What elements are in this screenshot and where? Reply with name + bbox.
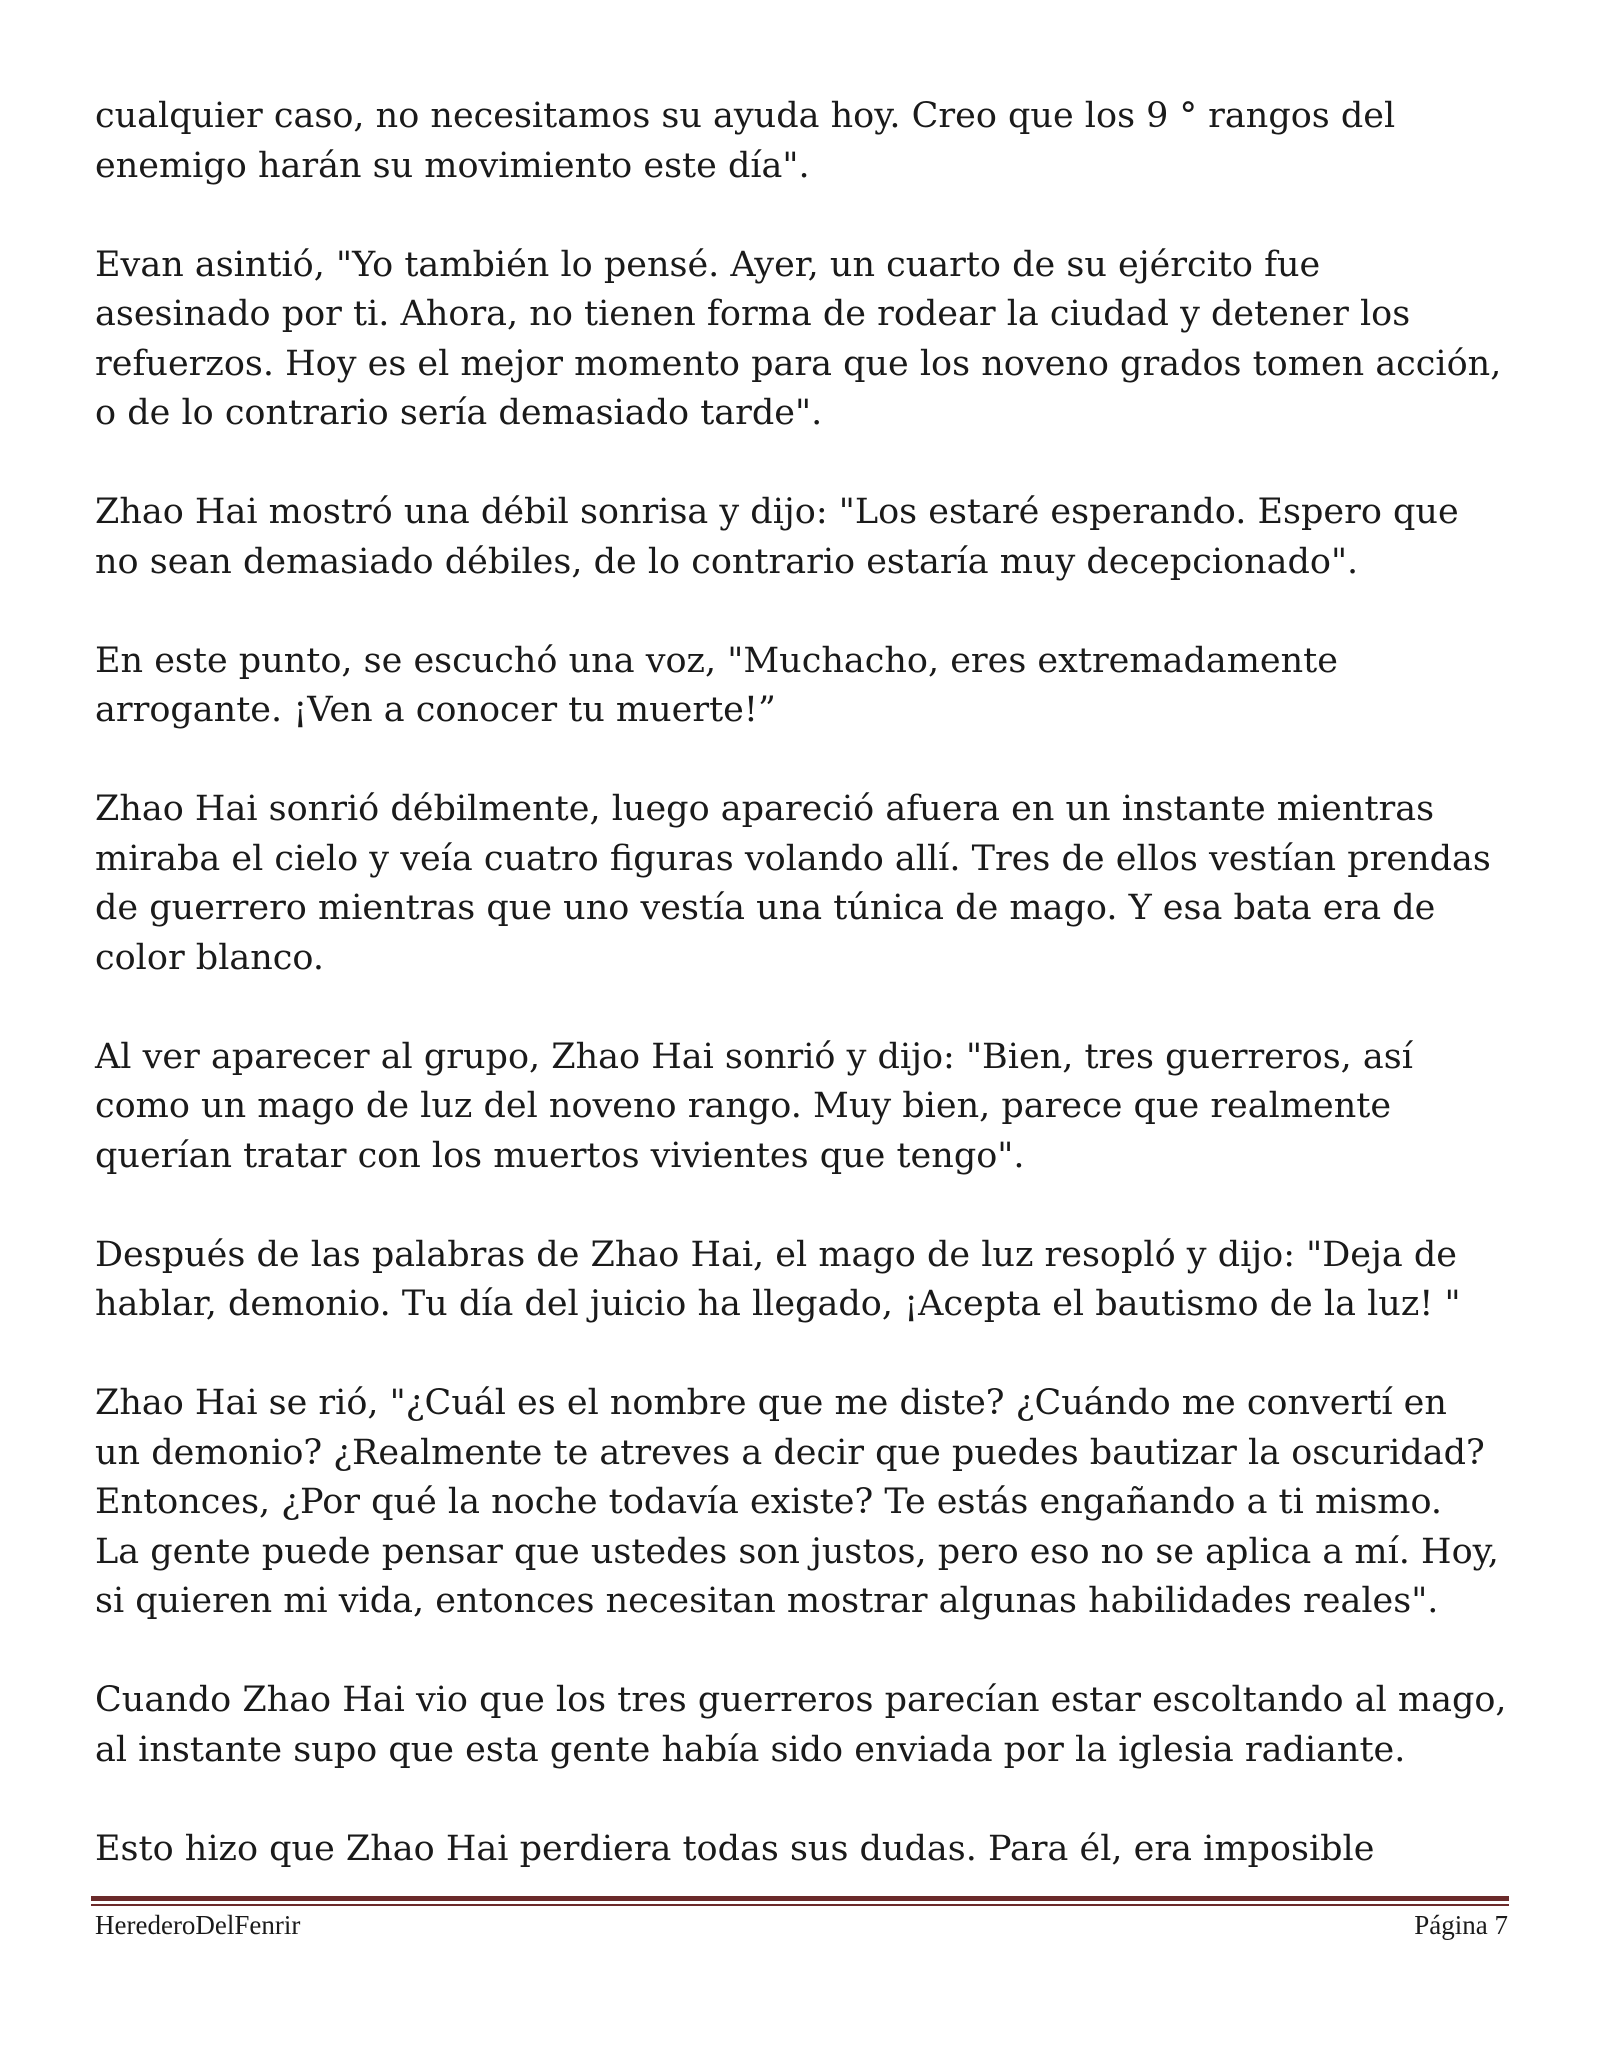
paragraph-7 <box>95 1231 1535 1330</box>
paragraph-4 <box>95 637 1535 736</box>
paragraph-3 <box>95 488 1535 587</box>
text-line: Después de las palabras de Zhao Hai, el mago de luz resopló y dijo: "Deja de <box>95 1234 1457 1275</box>
text-line: Al ver aparecer al grupo, Zhao Hai sonrió y dijo: "Bien, tres guerreros, así <box>95 1036 1413 1077</box>
text-line: como un mago de luz del noveno rango. Muy bien, parece que realmente <box>95 1086 1392 1126</box>
text-line: o de lo contrario sería demasiado tarde". <box>95 393 823 433</box>
paragraph-9 <box>95 1676 1535 1775</box>
text-line: un demonio? ¿Realmente te atreves a decir que puedes bautizar la oscuridad? <box>95 1432 1485 1473</box>
text-line: refuerzos. Hoy es el mejor momento para que los noveno grados tomen acción, <box>95 343 1502 384</box>
page-number: Página 7 <box>1414 1910 1508 1940</box>
paragraph-10 <box>95 1825 1535 1875</box>
text-line: de guerrero mientras que uno vestía una túnica de mago. Y esa bata era de <box>95 888 1436 928</box>
text-line: color blanco. <box>95 937 324 978</box>
text-line: Evan asintió, "Yo también lo pensé. Ayer, un cuarto de su ejército fue <box>95 244 1321 285</box>
text-line: hablar, demonio. Tu día del juicio ha llegado, ¡Acepta el bautismo de la luz! " <box>95 1284 1461 1324</box>
text-line: no sean demasiado débiles, de lo contrario estaría muy decepcionado". <box>95 541 1359 582</box>
text-line: En este punto, se escuchó una voz, "Muchacho, eres extremadamente <box>95 640 1338 681</box>
text-line: Entonces, ¿Por qué la noche todavía existe? Te estás engañando a ti mismo. <box>95 1482 1443 1522</box>
text-line: al instante supo que esta gente había sido enviada por la iglesia radiante. <box>95 1729 1406 1770</box>
body-text <box>95 92 1535 1924</box>
footer-rule-thin <box>91 1904 1509 1906</box>
text-line: enemigo harán su movimiento este día". <box>95 145 810 186</box>
text-line: Cuando Zhao Hai vio que los tres guerreros parecían estar escoltando al mago, <box>95 1680 1507 1720</box>
text-line: arrogante. ¡Ven a conocer tu muerte!” <box>95 690 776 730</box>
text-line: Zhao Hai mostró una débil sonrisa y dijo: "Los estaré esperando. Espero que <box>95 492 1459 532</box>
text-line: si quieren mi vida, entonces necesitan mostrar algunas habilidades reales". <box>95 1581 1439 1621</box>
paragraph-1 <box>95 92 1535 191</box>
paragraph-5 <box>95 785 1535 983</box>
paragraph-2 <box>95 241 1535 439</box>
text-line: La gente puede pensar que ustedes son justos, pero eso no se aplica a mí. Hoy, <box>95 1531 1499 1572</box>
text-line: asesinado por ti. Ahora, no tienen forma de rodear la ciudad y detener los <box>95 294 1411 334</box>
text-line: querían tratar con los muertos vivientes que tengo". <box>95 1135 1025 1176</box>
text-line: Zhao Hai se rió, "¿Cuál es el nombre que me diste? ¿Cuándo me convertí en <box>95 1383 1447 1423</box>
text-line: Zhao Hai sonrió débilmente, luego apareció afuera en un instante mientras <box>95 789 1435 829</box>
text-line: Esto hizo que Zhao Hai perdiera todas sus dudas. Para él, era imposible <box>95 1828 1375 1869</box>
text-line: miraba el cielo y veía cuatro figuras volando allí. Tres de ellos vestían prendas <box>95 838 1491 879</box>
footer-rule-thick <box>91 1896 1509 1901</box>
footer-author: HerederoDelFenrir <box>95 1910 301 1940</box>
paragraph-6 <box>95 1033 1535 1182</box>
paragraph-8 <box>95 1379 1535 1627</box>
text-line: cualquier caso, no necesitamos su ayuda hoy. Creo que los 9 ° rangos del <box>95 96 1396 136</box>
